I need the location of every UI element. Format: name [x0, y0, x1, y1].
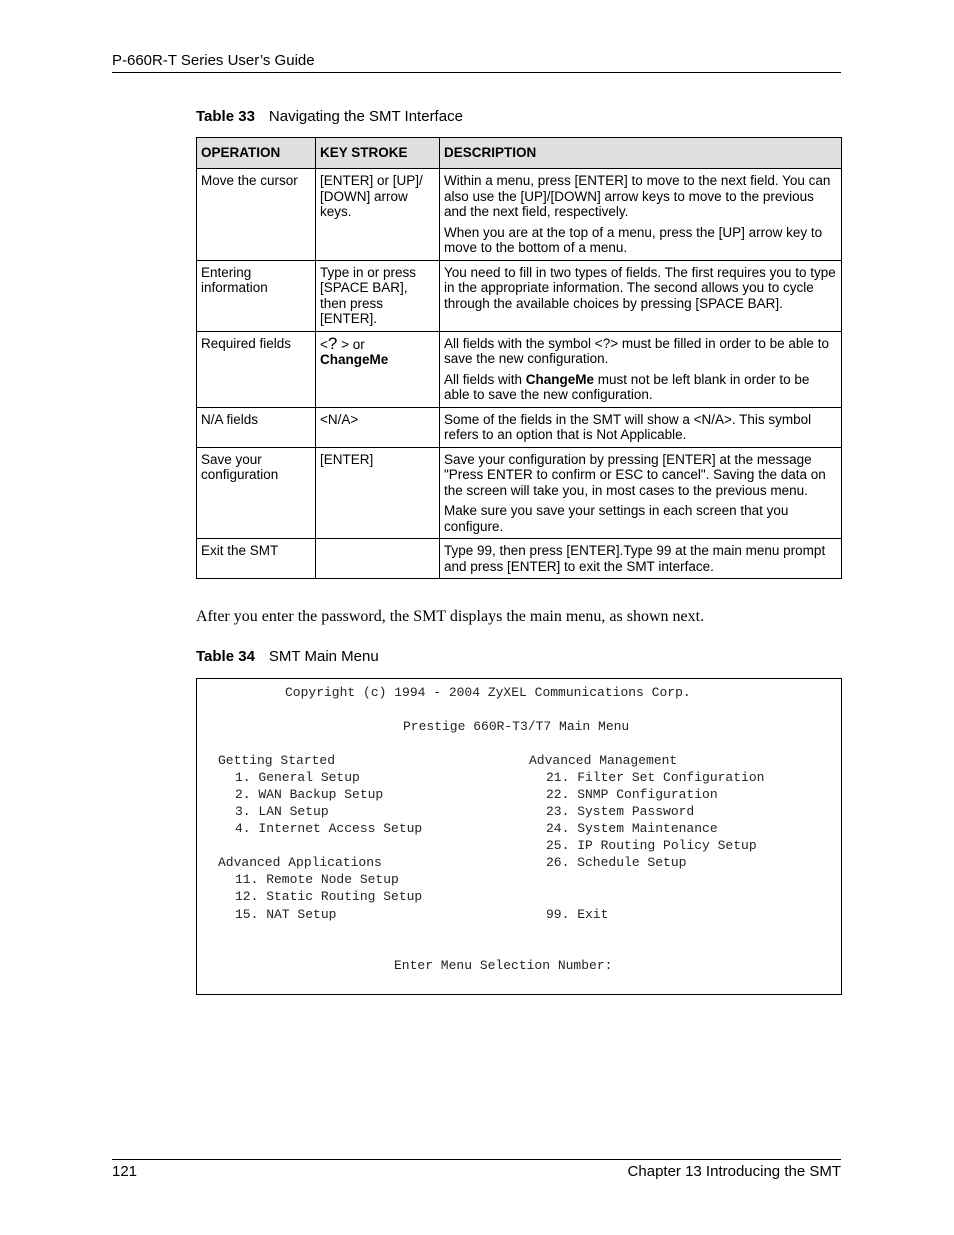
menu-item-exit: 99. Exit	[546, 907, 609, 922]
desc-text: must not be left blank in order to be able to save the new configuration.	[444, 371, 810, 402]
desc-changeme: ChangeMe	[525, 371, 595, 387]
menu-item: 12. Static Routing Setup	[235, 889, 423, 904]
keystroke-symbol-close: > or	[337, 336, 365, 352]
chapter-title: Chapter 13 Introducing the SMT	[627, 1163, 841, 1180]
keystroke-question-mark: ?	[327, 333, 338, 353]
column-header-description: DESCRIPTION	[440, 138, 842, 169]
description-paragraph: Save your configuration by pressing [ENTER] at the message "Press ENTER to confirm or ESC to cancel". Saving the data on the screen will take you, in most cases to the previous menu.	[444, 451, 826, 498]
keystroke-cell	[316, 539, 440, 579]
smt-main-menu-screen	[196, 678, 842, 995]
operation-cell: Save your configuration	[197, 447, 316, 539]
section-advanced-applications: Advanced Applications	[218, 855, 382, 870]
table33-caption	[196, 108, 463, 125]
keystroke-cell	[316, 331, 440, 407]
keystroke-cell: [ENTER]	[316, 447, 440, 539]
operation-cell: Entering information	[197, 260, 316, 331]
menu-item: 11. Remote Node Setup	[235, 872, 399, 887]
table-row	[197, 539, 842, 579]
description-cell	[440, 169, 842, 261]
menu-item: 25. IP Routing Policy Setup	[546, 838, 757, 853]
keystroke-changeme: ChangeMe	[320, 352, 389, 367]
table-row	[197, 169, 842, 261]
description-paragraph: Type 99, then press [ENTER].Type 99 at the main menu prompt and press [ENTER] to exit the SMT interface.	[444, 543, 826, 574]
description-paragraph	[444, 372, 837, 403]
operation-cell: Required fields	[197, 331, 316, 407]
navigation-table	[196, 137, 842, 579]
description-paragraph: All fields with the symbol <?> must be filled in order to be able to save the new configuration.	[444, 335, 829, 366]
menu-item: 26. Schedule Setup	[546, 855, 687, 870]
menu-item: 1. General Setup	[235, 770, 360, 785]
page-footer	[112, 1159, 841, 1180]
description-cell	[440, 331, 842, 407]
description-paragraph: Make sure you save your settings in each screen that you configure.	[444, 503, 789, 534]
description-cell	[440, 539, 842, 579]
description-cell	[440, 260, 842, 331]
header-title: P-660R-T Series User’s Guide	[112, 52, 315, 69]
table34-label: Table 34	[196, 648, 255, 665]
table-row	[197, 260, 842, 331]
menu-item: 3. LAN Setup	[235, 804, 329, 819]
menu-copyright: Copyright (c) 1994 - 2004 ZyXEL Communications Corp.	[285, 685, 691, 700]
body-paragraph: After you enter the password, the SMT displays the main menu, as shown next.	[196, 608, 705, 625]
menu-item: 23. System Password	[546, 804, 695, 819]
description-paragraph: You need to fill in two types of fields. The first requires you to type in the appropriate information. The second allows you to cycle through the available choices by pressing [SPACE BAR].	[444, 264, 836, 311]
menu-title: Prestige 660R-T3/T7 Main Menu	[403, 719, 630, 734]
menu-item: 21. Filter Set Configuration	[546, 770, 765, 785]
menu-item: 24. System Maintenance	[546, 821, 718, 836]
column-header-operation: OPERATION	[197, 138, 316, 169]
operation-cell: Exit the SMT	[197, 539, 316, 579]
menu-item: 15. NAT Setup	[235, 907, 337, 922]
table-row	[197, 447, 842, 539]
page-header	[112, 52, 841, 73]
table-row	[197, 331, 842, 407]
section-getting-started: Getting Started	[218, 753, 336, 768]
description-cell	[440, 407, 842, 447]
menu-selection-prompt: Enter Menu Selection Number:	[394, 958, 613, 973]
column-header-keystroke: KEY STROKE	[316, 138, 440, 169]
keystroke-cell: Type in or press [SPACE BAR], then press [ENTER].	[316, 260, 440, 331]
keystroke-symbol-open: <	[320, 336, 328, 352]
description-cell	[440, 447, 842, 539]
keystroke-cell: [ENTER] or [UP]/ [DOWN] arrow keys.	[316, 169, 440, 261]
table-row	[197, 407, 842, 447]
menu-item: 4. Internet Access Setup	[235, 821, 423, 836]
operation-cell: Move the cursor	[197, 169, 316, 261]
description-paragraph: Within a menu, press [ENTER] to move to the next field. You can also use the [UP]/[DOWN] arrow keys to move to the previous and the next field, respectively.	[444, 173, 831, 219]
page-number: 121	[112, 1163, 138, 1180]
table33-label: Table 33	[196, 108, 255, 125]
table34-caption	[196, 648, 379, 665]
keystroke-cell: <N/A>	[316, 407, 440, 447]
table-header-row	[197, 138, 842, 169]
table33-title: Navigating the SMT Interface	[268, 108, 463, 125]
operation-cell: N/A fields	[197, 407, 316, 447]
description-paragraph: Some of the fields in the SMT will show a <N/A>. This symbol refers to an option that is Not Applicable.	[444, 411, 812, 442]
section-advanced-management: Advanced Management	[529, 753, 678, 768]
desc-text: All fields with	[444, 371, 526, 387]
menu-item: 2. WAN Backup Setup	[235, 787, 384, 802]
menu-item: 22. SNMP Configuration	[546, 787, 718, 802]
description-paragraph: When you are at the top of a menu, press the [UP] arrow key to move to the bottom of a menu.	[444, 224, 823, 255]
table34-title: SMT Main Menu	[268, 648, 379, 665]
